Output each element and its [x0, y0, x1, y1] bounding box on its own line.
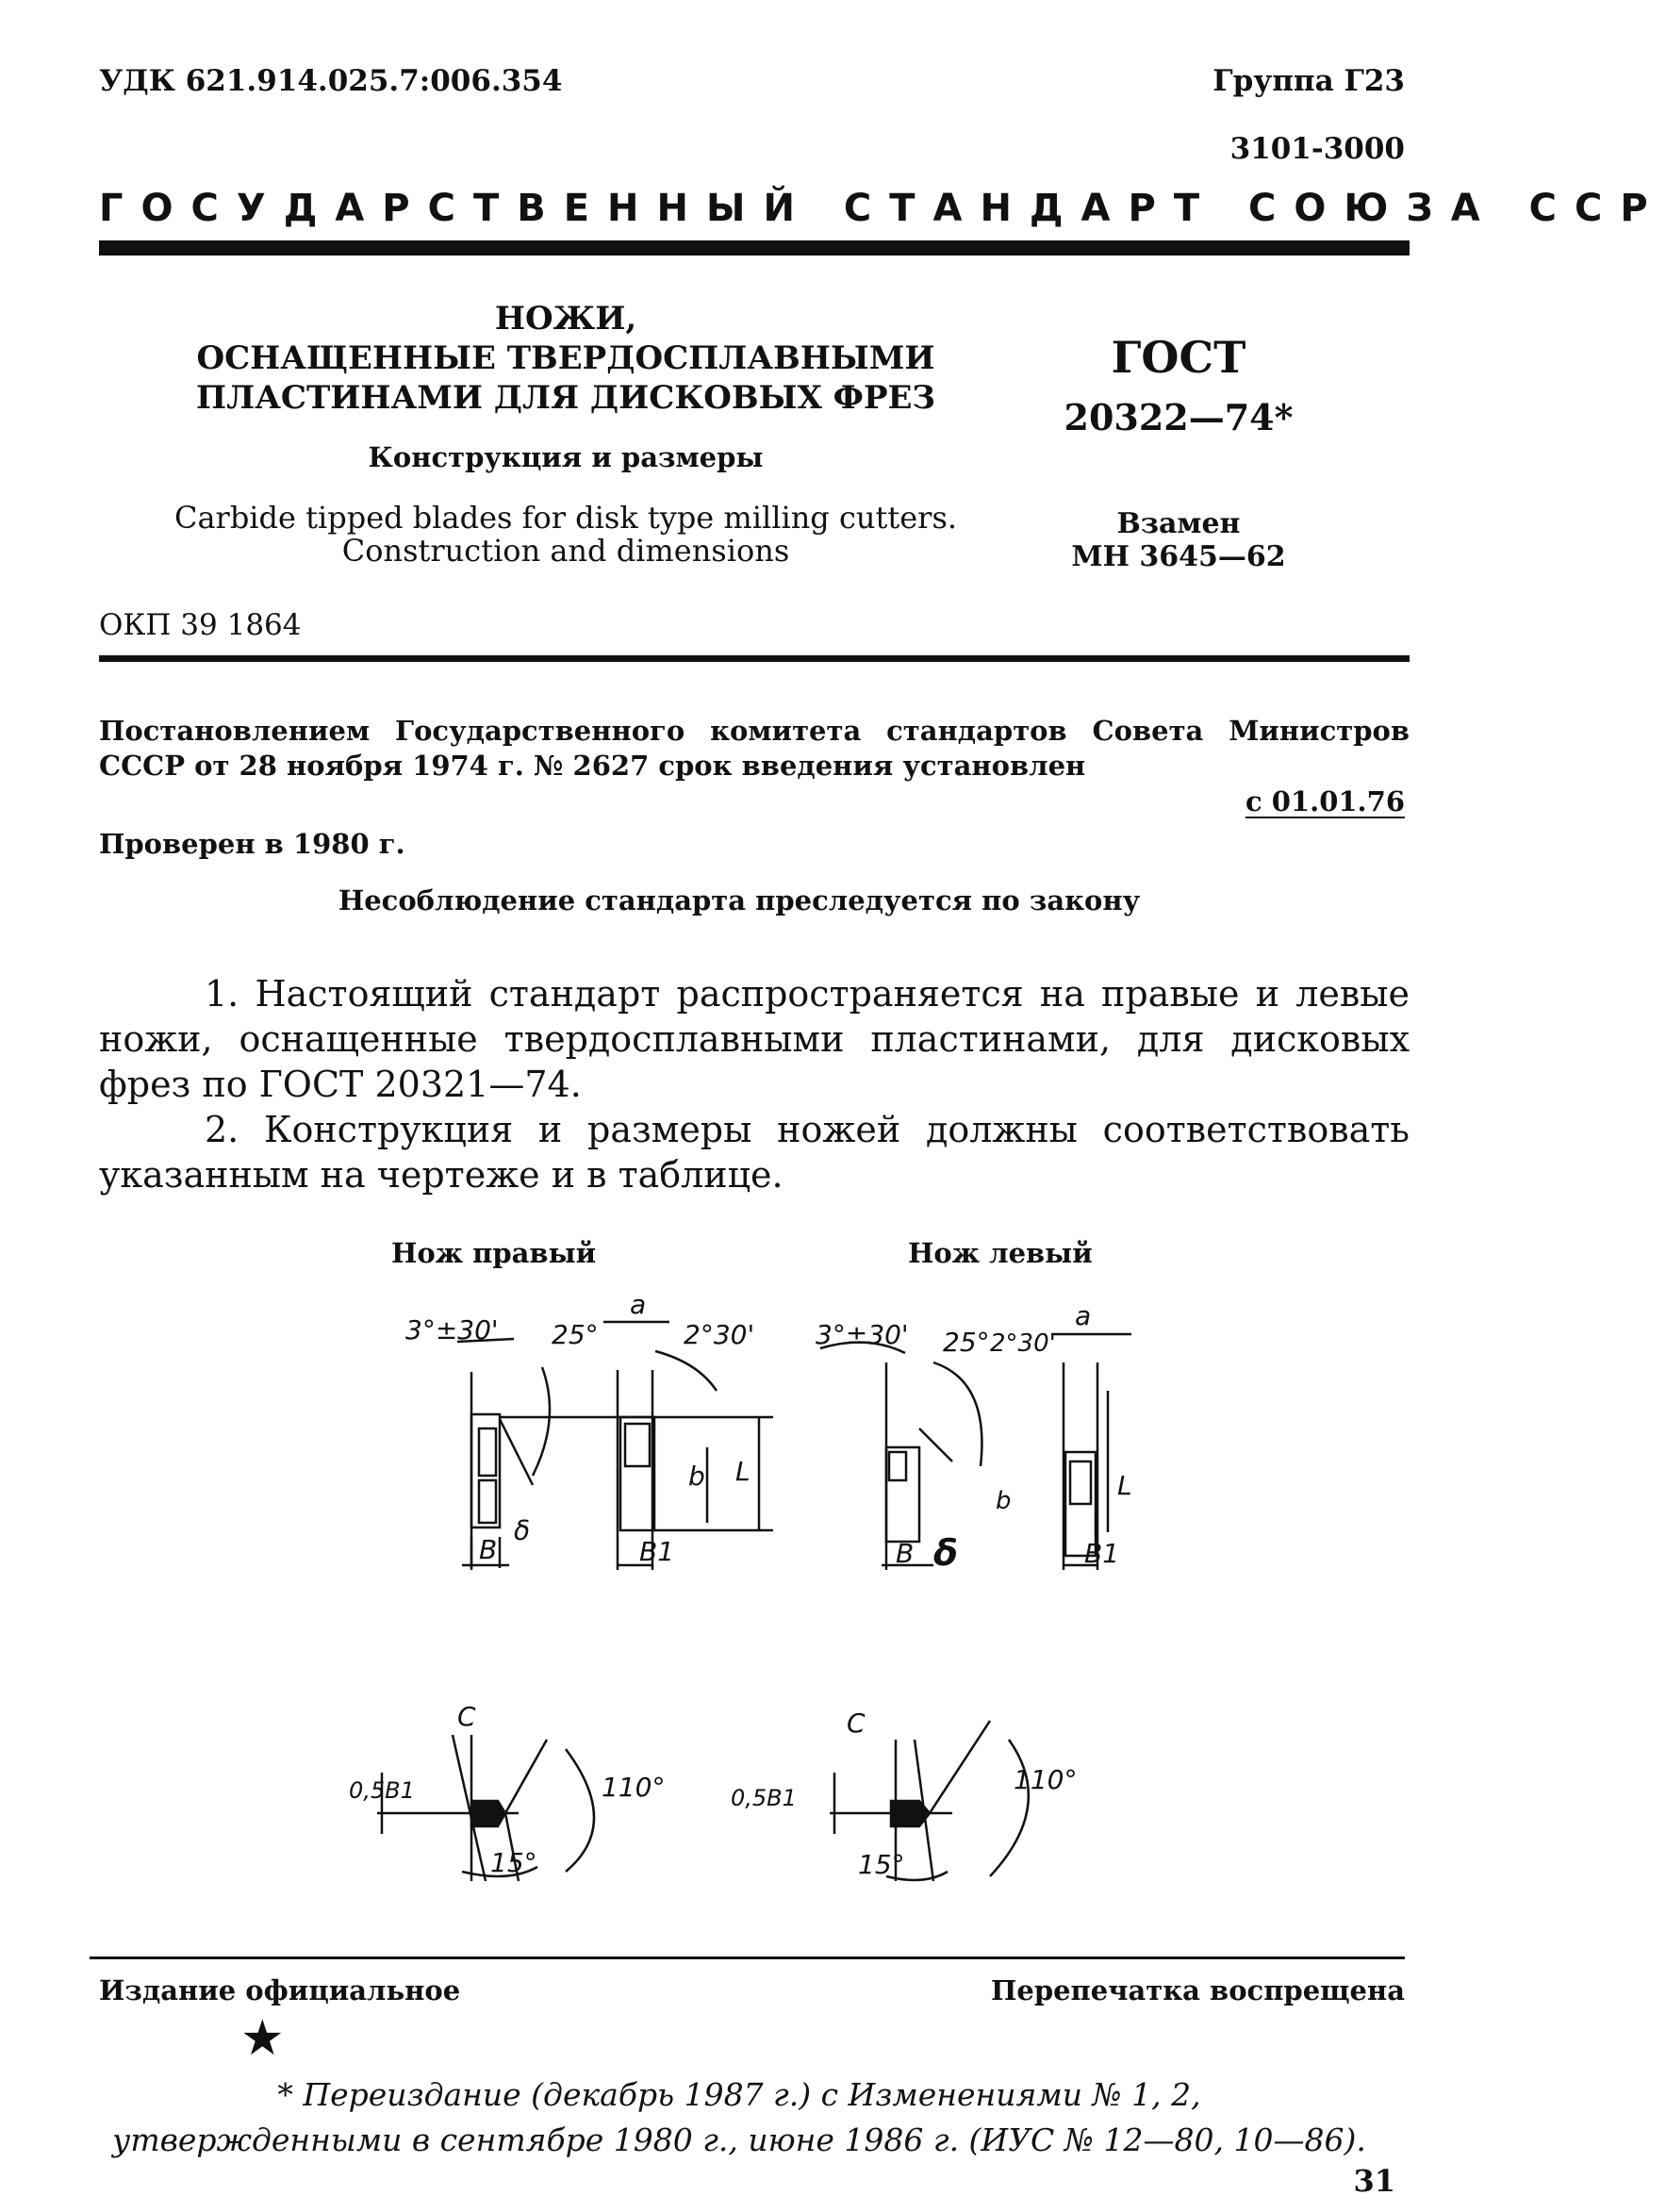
gost-number: 20322—74* [1064, 396, 1294, 438]
label-angle-3-left: 3°±30' [816, 1319, 909, 1350]
label-half-B1-left: 0,5B1 [731, 1785, 797, 1811]
page-number: 31 [1353, 2163, 1395, 2199]
label-L-left: L [1117, 1470, 1132, 1501]
label-B-right: B [479, 1534, 498, 1565]
english-title-line-2: Construction and dimensions [341, 533, 790, 569]
title-line-2: ОСНАЩЕННЫЕ ТВЕРДОСПЛАВНЫМИ [196, 339, 935, 377]
title-line-3: ПЛАСТИНАМИ ДЛЯ ДИСКОВЫХ ФРЕЗ [196, 379, 935, 417]
label-angle-2-30-right: 2°30' [684, 1319, 755, 1350]
label-B-left: B [896, 1538, 915, 1569]
english-title-line-1: Carbide tipped blades for disk type milling cutters. [173, 500, 958, 536]
right-blade-section [377, 1735, 594, 1881]
label-half-B1-right: 0,5B1 [349, 1777, 415, 1804]
udk-code: УДК 621.914.025.7:006.354 [99, 64, 563, 98]
label-b-right: b [688, 1461, 705, 1492]
header-rule [99, 240, 1410, 256]
section-rule [99, 655, 1410, 662]
label-angle-25-right: 25° [552, 1319, 599, 1350]
label-B1-left: B1 [1084, 1538, 1120, 1569]
label-B1-right: B1 [639, 1536, 675, 1567]
checked-year: Проверен в 1980 г. [99, 828, 405, 860]
paragraph-1: 1. Настоящий стандарт распространяется на правые и левые ножи, оснащенные твердосплавными пластинами, для дисковых фрез по ГОСТ 20321—74. [99, 973, 1410, 1105]
decree-line-2: СССР от 28 ноября 1974 г. № 2627 срок введения установлен [99, 750, 1086, 782]
label-C-left: C [847, 1708, 866, 1739]
blade-drawing [330, 1289, 1179, 1881]
label-angle-25-left: 25° [943, 1327, 990, 1358]
replaces-label: Взамен [1116, 507, 1241, 540]
label-C-right: C [457, 1701, 476, 1732]
decree-line-1: Постановлением Государственного комитета стандартов Совета Министров [99, 715, 1410, 747]
caption-left-blade: Нож левый [908, 1237, 1093, 1269]
footer-rule [90, 1956, 1405, 1959]
label-a-right: a [630, 1289, 647, 1320]
subtitle: Конструкция и размеры [368, 441, 764, 473]
label-angle-3-right: 3°±30' [405, 1314, 499, 1345]
right-blade-side-view [457, 1339, 550, 1570]
okp-code: ОКП 39 1864 [99, 608, 302, 642]
label-delta-right: δ [514, 1515, 531, 1546]
label-a-left: a [1075, 1300, 1092, 1331]
label-L-right: L [735, 1456, 751, 1487]
legal-notice: Несоблюдение стандарта преследуется по закону [338, 884, 1141, 916]
label-angle-15-right: 15° [490, 1847, 537, 1878]
right-blade-front-view [500, 1322, 773, 1570]
label-b-left: b [996, 1487, 1012, 1515]
classification-code: 3101-3000 [1229, 132, 1405, 166]
edition-label: Издание официальное [99, 1974, 461, 2006]
star-icon: ★ [240, 2010, 285, 2067]
effective-date: с 01.01.76 [1245, 785, 1405, 817]
reissue-line-1: * Переиздание (декабрь 1987 г.) с Изменениями № 1, 2, [277, 2076, 1201, 2113]
replaces-value: МН 3645—62 [1071, 540, 1286, 573]
reprint-notice: Перепечатка воспрещена [990, 1974, 1405, 2006]
caption-right-blade: Нож правый [391, 1237, 597, 1269]
label-angle-15-left: 15° [858, 1849, 905, 1880]
standard-header: ГОСУДАРСТВЕННЫЙ СТАНДАРТ СОЮЗА ССР [99, 187, 1666, 230]
paragraph-2: 2. Конструкция и размеры ножей должны соответствовать указанным на чертеже и в таблице. [99, 1109, 1410, 1196]
group-code: Группа Г23 [1212, 64, 1405, 98]
label-angle-110-right: 110° [602, 1772, 666, 1803]
label-angle-2-30-left: 2°30' [990, 1329, 1056, 1358]
title-line-1: НОЖИ, [494, 300, 637, 338]
reissue-line-2: утвержденными в сентябре 1980 г., июне 1986 г. (ИУС № 12—80, 10—86). [112, 2121, 1366, 2158]
gost-label: ГОСТ [1111, 332, 1246, 383]
label-delta-left: δ [933, 1532, 959, 1574]
left-blade-front-view [1051, 1334, 1131, 1570]
label-angle-110-left: 110° [1014, 1764, 1078, 1795]
